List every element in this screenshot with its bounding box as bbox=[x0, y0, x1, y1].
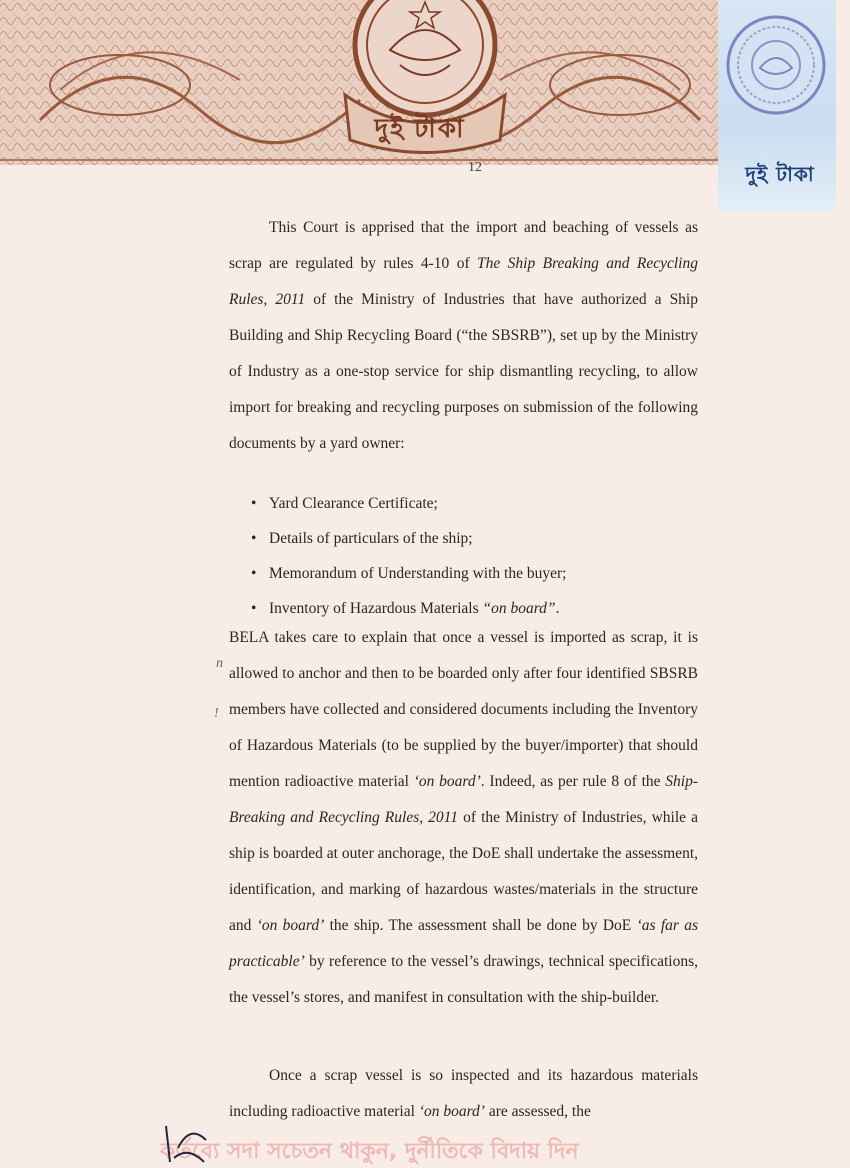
paragraph-bela-text-c: of the Ministry of Industries, while a ship is boarded at outer anchorage, the DoE shall undertake the assessment, identification, and marking of hazardous wastes/materials in the structure and bbox=[229, 809, 698, 934]
page-number: 12 bbox=[468, 160, 482, 175]
list-item: • Yard Clearance Certificate; bbox=[229, 486, 698, 521]
margin-mark-t: ! bbox=[214, 706, 219, 721]
document-list bbox=[229, 486, 698, 626]
on-board-phrase-2: ‘on board’ bbox=[256, 917, 325, 934]
list-item-italic: “on board” bbox=[482, 600, 556, 617]
as-far-as-practicable-phrase: ‘as far as practicable’ bbox=[229, 917, 698, 970]
paragraph-bela-text-b: . Indeed, as per rule 8 of the bbox=[480, 773, 666, 790]
revenue-stamp-value: দুই টাকা bbox=[745, 162, 815, 186]
list-item: • Details of particulars of the ship; bbox=[229, 521, 698, 556]
paragraph-bela-text-d: the ship. The assessment shall be done by DoE bbox=[324, 917, 637, 934]
bottom-banner: কর্তব্যে সদা সচেতন থাকুন, দুর্নীতিকে বিদায় দিন bbox=[160, 1139, 579, 1164]
rules-title-2: Ship-Breaking and Recycling Rules, 2011 bbox=[229, 773, 698, 826]
paragraph-inspection-text-a: Once a scrap vessel is so inspected and its hazardous materials including radioactive material bbox=[229, 1067, 698, 1120]
paragraph-rules-text-a: This Court is apprised that the import and beaching of vessels as scrap are regulated by rules 4-10 of bbox=[229, 219, 698, 272]
paragraph-bela bbox=[229, 620, 698, 1016]
paragraph-bela-text-a: BELA takes care to explain that once a vessel is imported as scrap, it is allowed to anchor and then to be boarded only after four identified SBSRB members have collected and considered documents including the Inventory of Hazardous Materials (to be supplied by the buyer/importer) that should mention radioactive material bbox=[229, 629, 698, 790]
revenue-stamp-seal-icon bbox=[718, 0, 836, 140]
paragraph-inspection-text-b: are assessed, the bbox=[484, 1103, 591, 1120]
list-item-end: . bbox=[555, 600, 560, 617]
stamp-value-label: দুই টাকা bbox=[374, 114, 466, 143]
margin-mark-n: n bbox=[216, 656, 223, 671]
rules-title: The Ship Breaking and Recycling Rules, 2011 bbox=[229, 255, 698, 308]
handwritten-initials-icon bbox=[160, 1118, 210, 1166]
paragraph-inspection bbox=[229, 1058, 698, 1130]
on-board-phrase-3: ‘on board’ bbox=[418, 1103, 485, 1120]
stamp-header bbox=[0, 0, 738, 165]
list-item: • Memorandum of Understanding with the buyer; bbox=[229, 556, 698, 591]
on-board-phrase: ‘on board’ bbox=[413, 773, 481, 790]
paragraph-bela-text-e: by reference to the vessel’s drawings, technical specifications, the vessel’s stores, and manifest in consultation with the ship-builder. bbox=[229, 953, 698, 1006]
list-item-text: Inventory of Hazardous Materials bbox=[269, 600, 483, 617]
paragraph-rules-text-b: of the Ministry of Industries that have authorized a Ship Building and Ship Recycling Board (“the SBSRB”), set up by the Ministry of Industry as a one-stop service for ship dismantling recycling, to allow import for breaking and recycling purposes on submission of the following documents by a yard owner: bbox=[229, 291, 698, 452]
paragraph-rules bbox=[229, 210, 698, 462]
